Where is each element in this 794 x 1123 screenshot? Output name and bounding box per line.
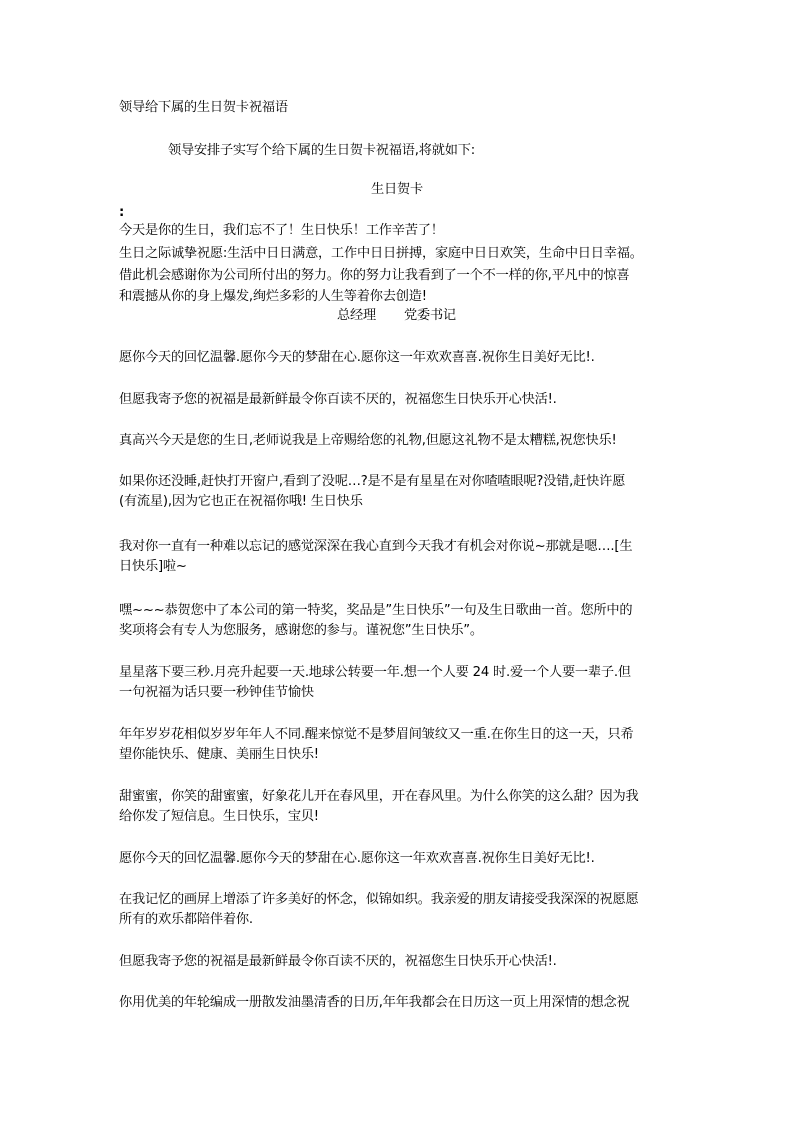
document-title: 领导给下属的生日贺卡祝福语 xyxy=(119,100,288,115)
card-body-line: 生日之际诚挚祝愿:生活中日日满意，工作中日日拼搏，家庭中日日欢笑，生命中日日幸福。 xyxy=(119,246,643,261)
paragraph-line: 年年岁岁花相似岁岁年年人不同.醒来惊觉不是梦眉间皱纹又一重.在你生日的这一天，只希 xyxy=(119,727,634,742)
paragraph-line: (有流星),因为它也正在祝福你哦! 生日快乐 xyxy=(119,494,363,509)
paragraph-line: 如果你还没睡,赶快打开窗户,看到了没呢…?是不是有星星在对你喳喳眼呢?没错,赶快许愿 xyxy=(119,474,626,489)
paragraph-line: 所有的欢乐都陪伴着你. xyxy=(119,912,253,927)
paragraph-line: 日快乐]啦~ xyxy=(119,559,187,574)
paragraph-line: 一句祝福为话只要一秒钟佳节愉快 xyxy=(119,685,314,700)
colon-mark: : xyxy=(119,205,125,220)
card-title: 生日贺卡 xyxy=(371,182,423,197)
intro-text: 领导安排子实写个给下属的生日贺卡祝福语,将就如下: xyxy=(168,143,475,158)
paragraph-line: 奖项将会有专人为您服务，感谢您的参与。谨祝您”生日快乐”。 xyxy=(119,623,483,638)
paragraph-line: 甜蜜蜜，你笑的甜蜜蜜，好象花儿开在春风里，开在春风里。为什么你笑的这么甜？因为我 xyxy=(119,789,639,804)
paragraph-line: 在我记忆的画屏上增添了许多美好的怀念，似锦如织。我亲爱的朋友请接受我深深的祝愿愿 xyxy=(119,892,639,907)
paragraph-line: 望你能快乐、健康、美丽生日快乐! xyxy=(119,747,319,762)
paragraph-line: 愿你今天的回忆温馨.愿你今天的梦甜在心.愿你这一年欢欢喜喜.祝你生日美好无比!. xyxy=(119,851,595,866)
paragraph-line: 但愿我寄予您的祝福是最新鲜最令你百读不厌的，祝福您生日快乐开心快活!. xyxy=(119,954,557,969)
paragraph-line: 你用优美的年轮编成一册散发油墨清香的日历,年年我都会在日历这一页上用深情的想念祝 xyxy=(119,995,630,1010)
paragraph-line: 嘿~~~恭贺您中了本公司的第一特奖，奖品是”生日快乐”一句及生日歌曲一首。您所中的 xyxy=(119,603,633,618)
card-body-line: 借此机会感谢你为公司所付出的努力。你的努力让我看到了一个不一样的你,平凡中的惊喜 xyxy=(119,268,630,283)
signature-manager: 总经理 xyxy=(337,308,376,323)
paragraph-line: 真高兴今天是您的生日,老师说我是上帝赐给您的礼物,但愿这礼物不是太糟糕,祝您快乐! xyxy=(119,433,617,448)
card-body-line: 今天是你的生日，我们忘不了！生日快乐！工作辛苦了！ xyxy=(119,223,444,238)
signature xyxy=(337,306,456,325)
signature-secretary: 党委书记 xyxy=(403,308,456,323)
paragraph-line: 愿你今天的回忆温馨.愿你今天的梦甜在心.愿你这一年欢欢喜喜.祝你生日美好无比!. xyxy=(119,350,595,365)
paragraph-line: 给你发了短信息。生日快乐，宝贝! xyxy=(119,809,319,824)
paragraph-line: 但愿我寄予您的祝福是最新鲜最令你百读不厌的，祝福您生日快乐开心快活!. xyxy=(119,392,557,407)
card-body-line: 和震撼从你的身上爆发,绚烂多彩的人生等着你去创造! xyxy=(119,289,427,304)
paragraph-line: 星星落下要三秒.月亮升起要一天.地球公转要一年.想一个人要 24 时.爱一个人要一辈子.但 xyxy=(119,665,631,680)
paragraph-line: 我对你一直有一种难以忘记的感觉深深在我心直到今天我才有机会对你说~那就是嗯….[生 xyxy=(119,539,633,554)
